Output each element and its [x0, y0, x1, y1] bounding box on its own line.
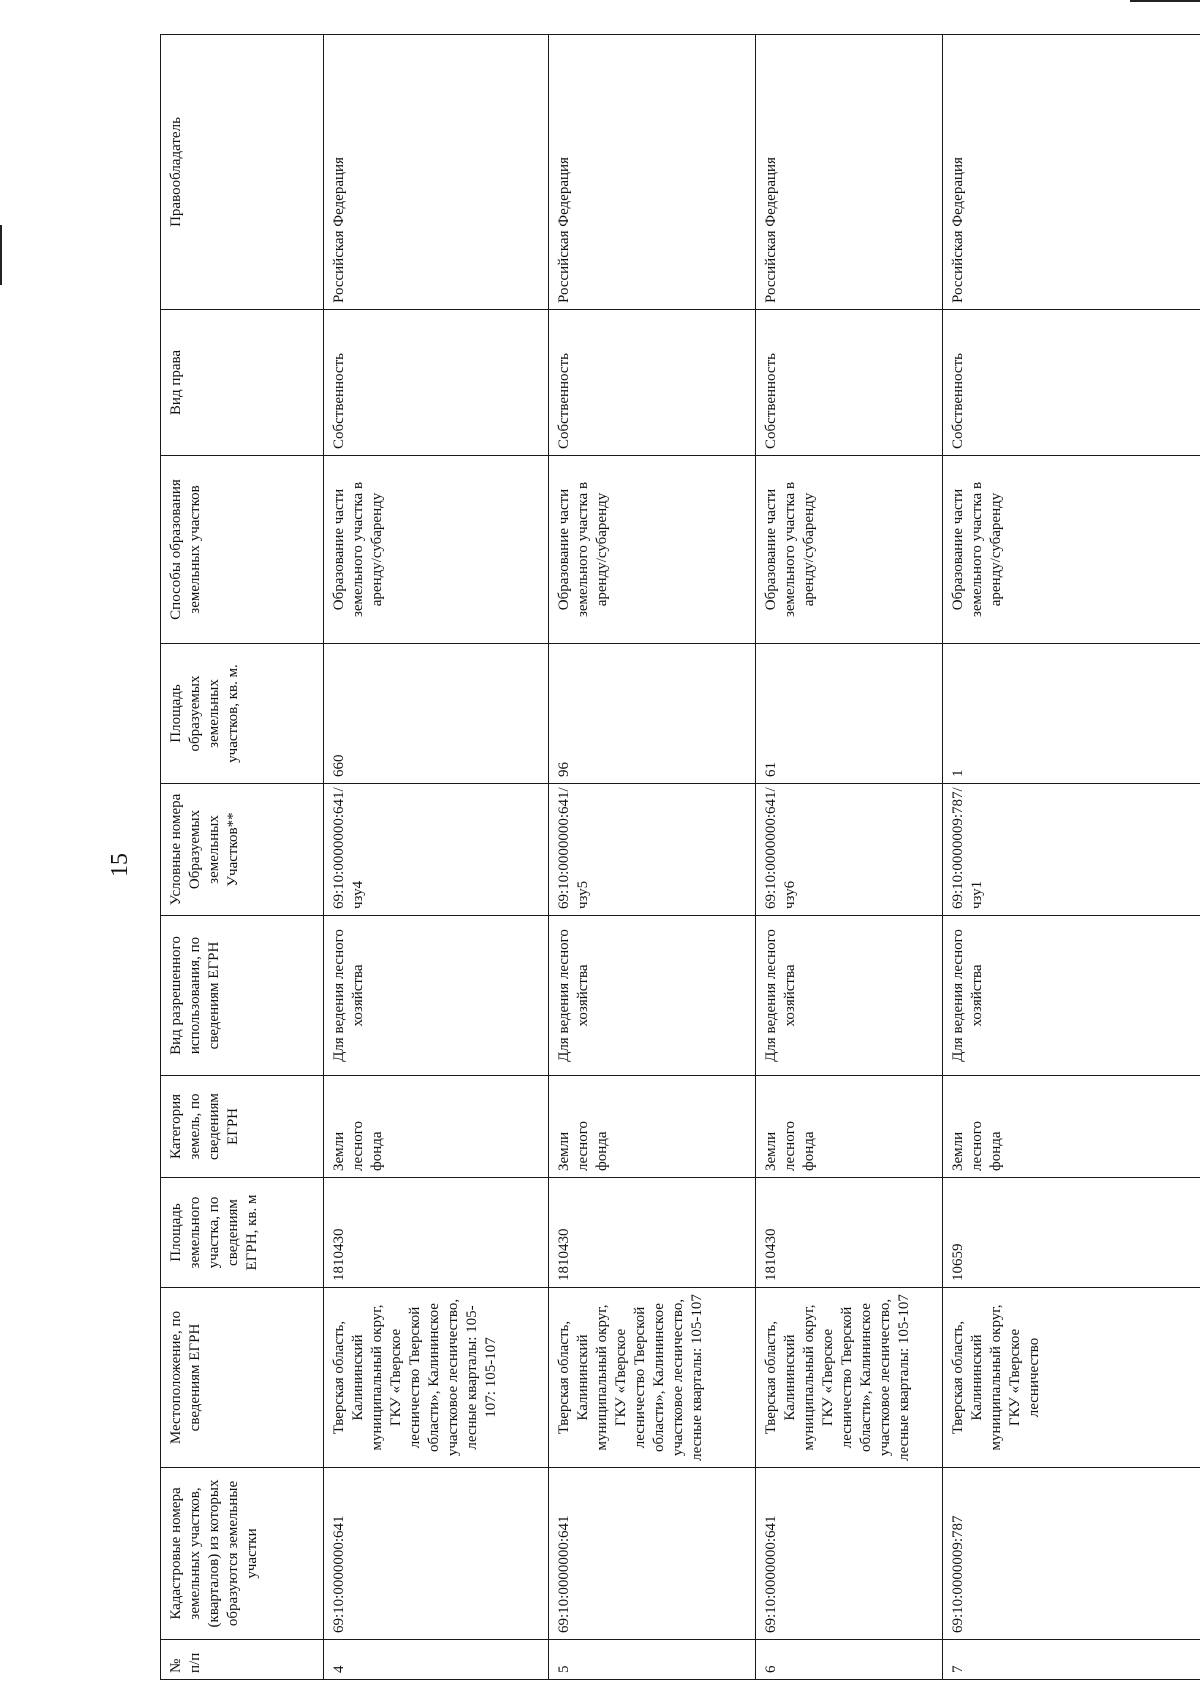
header-area: Площадь земельного участка, по сведениям ЕГРН, кв. м	[161, 1178, 324, 1288]
table-row	[324, 35, 549, 1680]
header-holder: Правообладатель	[161, 35, 324, 310]
header-method: Способы образования земельных участков	[161, 456, 324, 644]
cell-holder: Российская Федерация	[549, 35, 756, 310]
cell-area: 1810430	[324, 1178, 549, 1288]
cell-cadastral: 69:10:0000000:641	[756, 1468, 943, 1640]
header-cadastral: Кадастровые номера земельных участков, (кварталов) из которых образуются земельные участки	[161, 1468, 324, 1640]
cell-use: Для ведения лесного хозяйства	[324, 916, 549, 1076]
header-right: Вид права	[161, 310, 324, 456]
cell-location: Тверская область, Калининский муниципальный округ, ГКУ «Тверское лесничество Тверской области», Калининское участковое лесничество, лесные кварталы: 105-107: 105-107	[324, 1288, 549, 1468]
header-new-area: Площадь образуемых земельных участков, кв. м.	[161, 644, 324, 784]
cell-area: 10659	[943, 1178, 1200, 1288]
cell-method: Образование части земельного участка в аренду/субаренду	[549, 456, 756, 644]
page-number: 15	[107, 853, 133, 877]
cell-right: Собственность	[756, 310, 943, 456]
header-location: Местоположение, по сведениям ЕГРН	[161, 1288, 324, 1468]
cell-holder: Российская Федерация	[943, 35, 1200, 310]
rotated-table-container	[160, 35, 1200, 1680]
cell-category: Земли лесного фонда	[943, 1076, 1200, 1178]
cell-right: Собственность	[943, 310, 1200, 456]
cell-right: Собственность	[324, 310, 549, 456]
land-plots-table	[160, 34, 1200, 1680]
cell-cond-num: 69:10:0000009:787/чзу1	[943, 784, 1200, 916]
cell-num: 7	[943, 1640, 1200, 1680]
cell-category: Земли лесного фонда	[324, 1076, 549, 1178]
cell-method: Образование части земельного участка в аренду/субаренду	[324, 456, 549, 644]
header-cond-num: Условные номера Образуемых земельных Участков**	[161, 784, 324, 916]
cell-method: Образование части земельного участка в аренду/субаренду	[756, 456, 943, 644]
cell-holder: Российская Федерация	[324, 35, 549, 310]
table-row	[549, 35, 756, 1680]
cell-cond-num: 69:10:0000000:641/чзу4	[324, 784, 549, 916]
cell-cadastral: 69:10:0000009:787	[943, 1468, 1200, 1640]
cell-num: 5	[549, 1640, 756, 1680]
cell-cadastral: 69:10:0000000:641	[324, 1468, 549, 1640]
cell-new-area: 660	[324, 644, 549, 784]
cell-use: Для ведения лесного хозяйства	[756, 916, 943, 1076]
cell-use: Для ведения лесного хозяйства	[549, 916, 756, 1076]
cell-holder: Российская Федерация	[756, 35, 943, 310]
cell-use: Для ведения лесного хозяйства	[943, 916, 1200, 1076]
header-num: № п/п	[161, 1640, 324, 1680]
cell-num: 4	[324, 1640, 549, 1680]
cell-location: Тверская область, Калининский муниципальный округ, ГКУ «Тверское лесничество Тверской области», Калининское участковое лесничество, лесные кварталы: 105-107	[756, 1288, 943, 1468]
cell-location: Тверская область, Калининский муниципальный округ, ГКУ «Тверское лесничество Тверской области», Калининское участковое лесничество, лесные кварталы: 105-107	[549, 1288, 756, 1468]
table-row	[756, 35, 943, 1680]
table-header-row	[161, 35, 324, 1680]
cell-category: Земли лесного фонда	[756, 1076, 943, 1178]
scan-edge-mark-left	[0, 225, 2, 285]
cell-method: Образование части земельного участка в аренду/субаренду	[943, 456, 1200, 644]
header-use: Вид разрешенного использования, по сведениям ЕГРН	[161, 916, 324, 1076]
cell-right: Собственность	[549, 310, 756, 456]
header-category: Категория земель, по сведениям ЕГРН	[161, 1076, 324, 1178]
cell-category: Земли лесного фонда	[549, 1076, 756, 1178]
cell-new-area: 96	[549, 644, 756, 784]
cell-num: 6	[756, 1640, 943, 1680]
cell-cond-num: 69:10:0000000:641/чзу5	[549, 784, 756, 916]
scan-edge-mark-top	[1130, 0, 1200, 2]
cell-new-area: 61	[756, 644, 943, 784]
cell-location: Тверская область, Калининский муниципальный округ, ГКУ «Тверское лесничество	[943, 1288, 1200, 1468]
table-row	[943, 35, 1200, 1680]
cell-cond-num: 69:10:0000000:641/чзу6	[756, 784, 943, 916]
cell-area: 1810430	[756, 1178, 943, 1288]
cell-cadastral: 69:10:0000000:641	[549, 1468, 756, 1640]
cell-area: 1810430	[549, 1178, 756, 1288]
cell-new-area: 1	[943, 644, 1200, 784]
